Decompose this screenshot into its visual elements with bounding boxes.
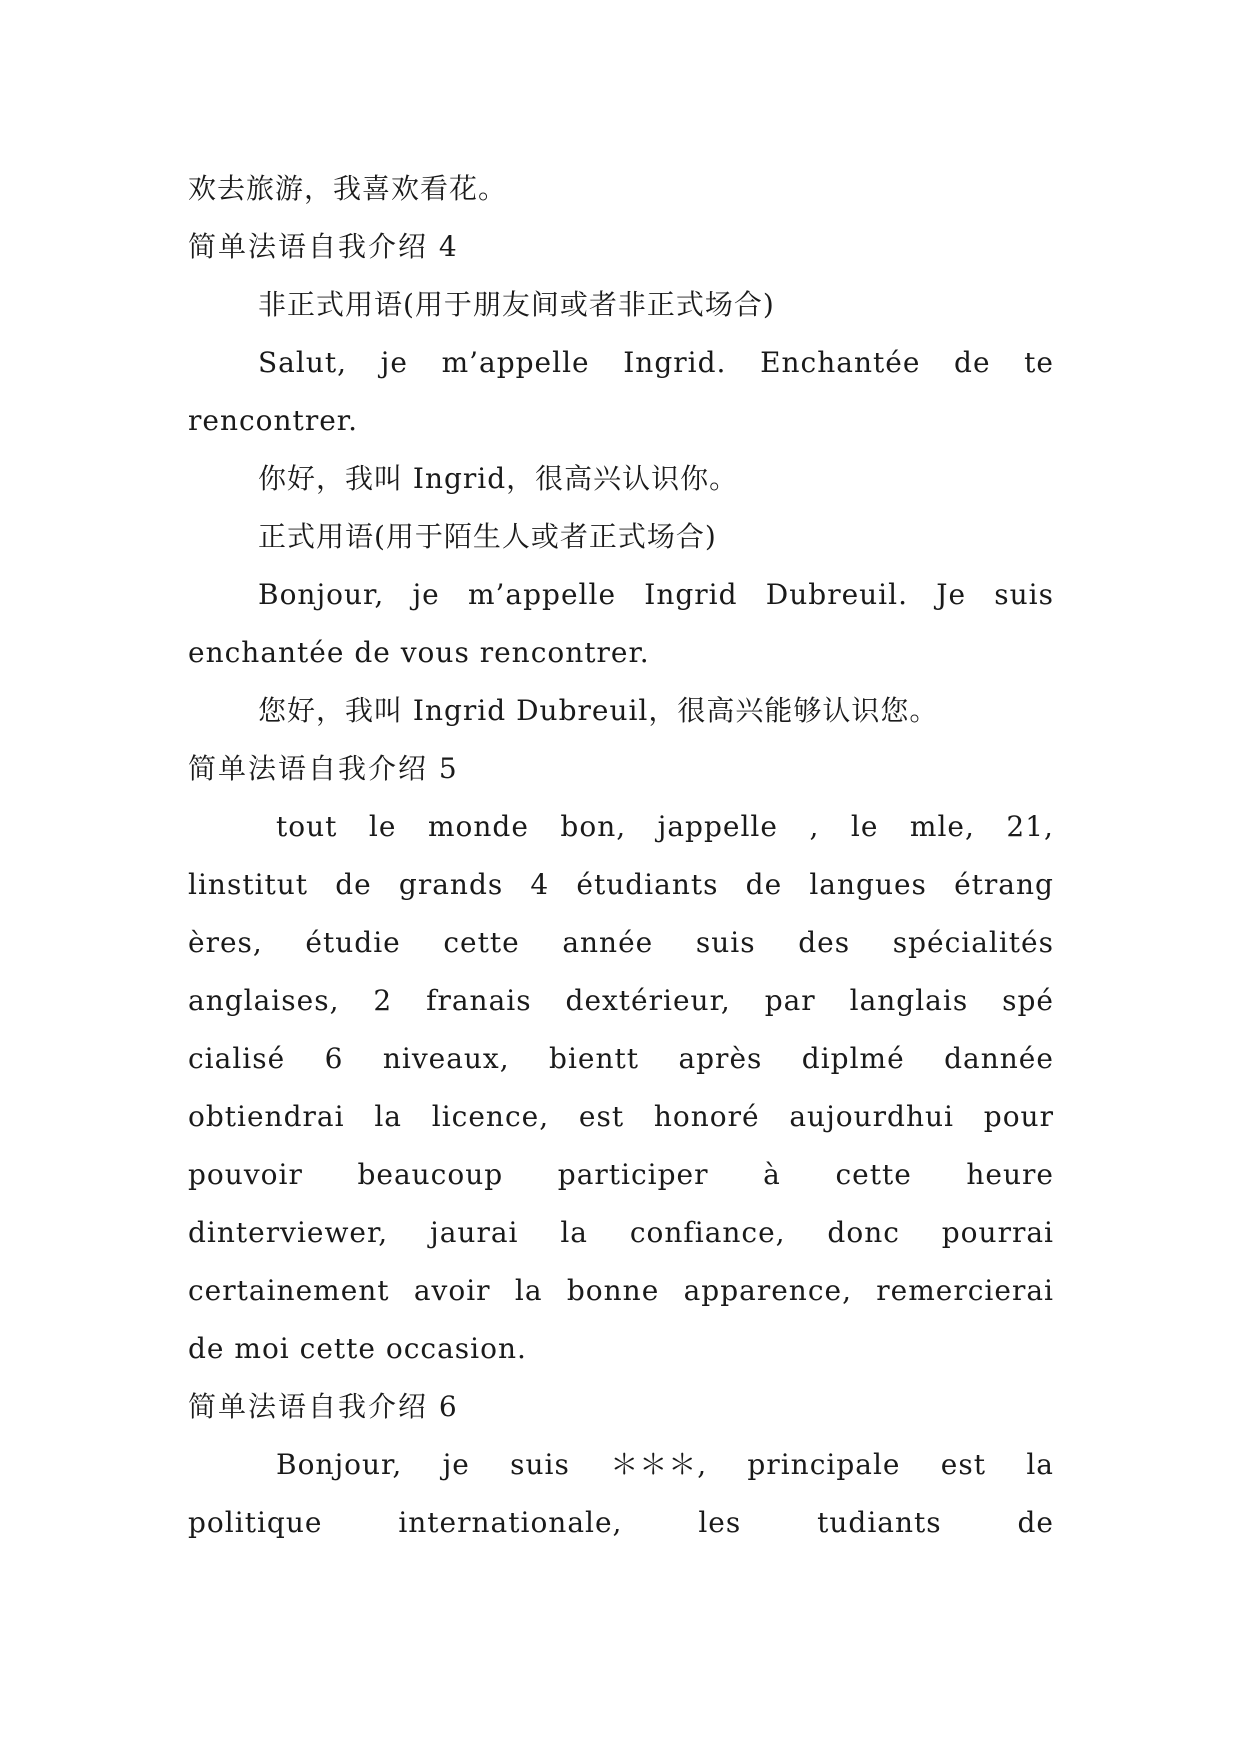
- word: Salut,: [258, 346, 348, 379]
- word: est: [940, 1448, 986, 1481]
- word: tudiants: [817, 1506, 942, 1539]
- word: bonne: [566, 1274, 660, 1307]
- word: cette: [443, 926, 520, 959]
- word: participer: [557, 1158, 709, 1191]
- word: cialisé: [188, 1042, 286, 1075]
- word: jaurai: [430, 1216, 519, 1249]
- word: suis: [695, 926, 756, 959]
- word: le: [368, 810, 397, 843]
- word: bientt: [549, 1042, 640, 1075]
- paragraph-line-justified: [188, 914, 1054, 972]
- word: mle,: [909, 810, 975, 843]
- paragraph-line-justified: [188, 856, 1054, 914]
- paragraph-line-justified: [188, 1088, 1054, 1146]
- word: diplmé: [801, 1042, 905, 1075]
- paragraph-line: 你好，我叫 Ingrid，很高兴认识你。: [258, 462, 739, 495]
- word: par: [764, 984, 816, 1017]
- word: le: [850, 810, 879, 843]
- paragraph-line-justified: [188, 566, 1054, 624]
- word: ,: [809, 810, 820, 843]
- word: Ingrid.: [623, 346, 727, 379]
- word: apparence,: [683, 1274, 852, 1307]
- word: de: [745, 868, 783, 901]
- word: la: [1026, 1448, 1054, 1481]
- word: m’appelle: [467, 578, 617, 611]
- word: étudie: [305, 926, 401, 959]
- word: te: [1024, 346, 1054, 379]
- word: obtiendrai: [188, 1100, 345, 1133]
- word: bon,: [560, 810, 627, 843]
- word: langues: [809, 868, 927, 901]
- word: remercierai: [876, 1274, 1054, 1307]
- paragraph-line-justified: [188, 972, 1054, 1030]
- paragraph-line-justified: [188, 1204, 1054, 1262]
- word: 4: [530, 868, 550, 901]
- word: la: [514, 1274, 543, 1307]
- paragraph-line-justified: [188, 1146, 1054, 1204]
- word: certainement: [188, 1274, 390, 1307]
- word: politique: [188, 1506, 323, 1539]
- section-heading-6: 简单法语自我介绍 6: [188, 1390, 459, 1423]
- paragraph-line-justified: [188, 1262, 1054, 1320]
- word: heure: [966, 1158, 1054, 1191]
- paragraph-line-justified: [188, 1030, 1054, 1088]
- word: de: [1017, 1506, 1054, 1539]
- paragraph-line-justified: [188, 334, 1054, 392]
- word: principale: [747, 1448, 901, 1481]
- word: les: [698, 1506, 742, 1539]
- word: spé: [1002, 984, 1054, 1017]
- word: je: [442, 1448, 470, 1481]
- paragraph-line-justified: [188, 1436, 1054, 1494]
- word: Ingrid: [644, 578, 738, 611]
- word: tout: [276, 810, 338, 843]
- word: franais: [426, 984, 532, 1017]
- word: dannée: [944, 1042, 1054, 1075]
- word: année: [562, 926, 654, 959]
- word: confiance,: [629, 1216, 786, 1249]
- word: 21,: [1006, 810, 1054, 843]
- word: Bonjour,: [258, 578, 385, 611]
- word: niveaux,: [382, 1042, 510, 1075]
- word: cette: [835, 1158, 912, 1191]
- word: m’appelle: [441, 346, 590, 379]
- paragraph-line: rencontrer.: [188, 404, 358, 437]
- word: ＊＊＊,: [610, 1448, 708, 1481]
- word: de: [335, 868, 372, 901]
- word: des: [798, 926, 851, 959]
- word: dextérieur,: [565, 984, 731, 1017]
- word: je: [380, 346, 408, 379]
- word: suis: [994, 578, 1054, 611]
- word: aujourdhui: [789, 1100, 954, 1133]
- word: 2: [373, 984, 393, 1017]
- word: étudiants: [576, 868, 719, 901]
- paragraph-line: de moi cette occasion.: [188, 1332, 527, 1365]
- word: pourrai: [941, 1216, 1054, 1249]
- section-heading-4: 简单法语自我介绍 4: [188, 230, 459, 263]
- paragraph-line: 正式用语(用于陌生人或者正式场合): [258, 520, 717, 553]
- word: donc: [827, 1216, 900, 1249]
- word: la: [374, 1100, 402, 1133]
- word: étrang: [954, 868, 1054, 901]
- word: Enchantée: [760, 346, 921, 379]
- word: la: [560, 1216, 588, 1249]
- paragraph-line: 您好，我叫 Ingrid Dubreuil，很高兴能够认识您。: [258, 694, 939, 727]
- word: monde: [427, 810, 529, 843]
- word: de: [954, 346, 991, 379]
- word: après: [678, 1042, 763, 1075]
- word: anglaises,: [188, 984, 340, 1017]
- word: Bonjour,: [276, 1448, 403, 1481]
- word: honoré: [653, 1100, 760, 1133]
- word: linstitut: [188, 868, 309, 901]
- word: est: [578, 1100, 625, 1133]
- paragraph-line-justified: [188, 798, 1054, 856]
- word: beaucoup: [357, 1158, 504, 1191]
- word: grands: [398, 868, 504, 901]
- document-page: [188, 160, 1054, 1552]
- word: licence,: [431, 1100, 550, 1133]
- word: ères,: [188, 926, 263, 959]
- paragraph-line: enchantée de vous rencontrer.: [188, 636, 650, 669]
- word: pour: [983, 1100, 1054, 1133]
- word: Dubreuil.: [765, 578, 908, 611]
- section-heading-5: 简单法语自我介绍 5: [188, 752, 459, 785]
- paragraph-line: 欢去旅游，我喜欢看花。: [188, 172, 508, 205]
- paragraph-line: 非正式用语(用于朋友间或者非正式场合): [258, 288, 775, 321]
- word: je: [412, 578, 440, 611]
- word: pouvoir: [188, 1158, 303, 1191]
- word: suis: [510, 1448, 570, 1481]
- paragraph-line-justified: [188, 1494, 1054, 1552]
- word: spécialités: [892, 926, 1054, 959]
- word: à: [763, 1158, 781, 1191]
- word: dinterviewer,: [188, 1216, 389, 1249]
- word: langlais: [849, 984, 969, 1017]
- word: Je: [936, 578, 967, 611]
- word: internationale,: [398, 1506, 623, 1539]
- word: 6: [324, 1042, 344, 1075]
- word: jappelle: [657, 810, 778, 843]
- word: avoir: [413, 1274, 491, 1307]
